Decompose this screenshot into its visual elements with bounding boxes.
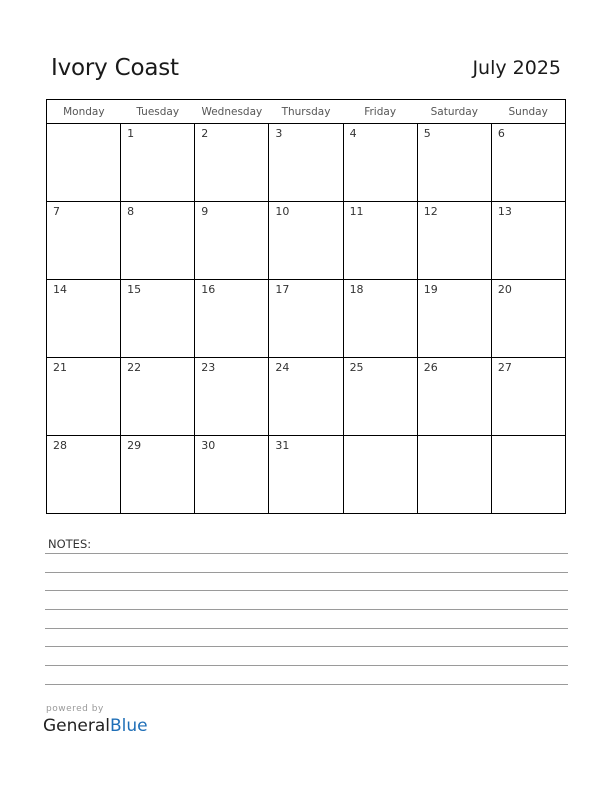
day-cell	[491, 124, 565, 202]
calendar-grid	[46, 99, 566, 514]
day-number: 20	[497, 283, 512, 296]
day-cell	[195, 124, 269, 202]
day-cell	[47, 202, 121, 280]
day-cell	[121, 202, 195, 280]
day-cell	[343, 436, 417, 514]
day-cell	[491, 280, 565, 358]
notes-line	[45, 553, 568, 554]
day-number: 4	[349, 127, 357, 140]
week-row	[47, 280, 566, 358]
day-number: 28	[53, 439, 67, 452]
day-number: 14	[53, 283, 67, 296]
week-row	[47, 202, 566, 280]
calendar-country-title: Ivory Coast	[51, 55, 179, 81]
notes-line	[45, 646, 568, 647]
notes-line	[45, 609, 568, 610]
week-row	[47, 358, 566, 436]
day-number: 8	[127, 205, 135, 218]
day-number: 27	[497, 361, 512, 374]
day-number: 22	[127, 361, 142, 374]
weekday-header: Monday	[47, 100, 121, 124]
day-cell	[343, 124, 417, 202]
day-number: 30	[201, 439, 216, 452]
calendar-month-title: July 2025	[472, 57, 561, 79]
notes-label: NOTES:	[48, 537, 92, 551]
day-cell	[269, 124, 343, 202]
weekday-header: Sunday	[491, 100, 565, 124]
day-cell	[195, 436, 269, 514]
day-cell	[491, 436, 565, 514]
weekday-header: Saturday	[417, 100, 491, 124]
day-number: 2	[201, 127, 209, 140]
notes-line	[45, 572, 568, 573]
day-number: 7	[53, 205, 60, 218]
day-number: 9	[201, 205, 209, 218]
day-number: 11	[349, 205, 364, 218]
day-cell	[121, 280, 195, 358]
day-number: 26	[423, 361, 438, 374]
day-number: 17	[275, 283, 290, 296]
weekday-header: Friday	[343, 100, 417, 124]
week-row	[47, 436, 566, 514]
brand-general: General	[43, 716, 110, 736]
day-cell	[343, 202, 417, 280]
weekday-header: Tuesday	[121, 100, 195, 124]
day-cell	[343, 358, 417, 436]
week-row	[47, 124, 566, 202]
day-cell	[269, 436, 343, 514]
day-number: 5	[423, 127, 431, 140]
powered-by-text: powered by	[46, 704, 104, 714]
day-cell	[417, 358, 491, 436]
day-cell	[417, 124, 491, 202]
day-number: 24	[275, 361, 290, 374]
notes-line	[45, 684, 568, 685]
day-cell	[269, 280, 343, 358]
day-number: 3	[275, 127, 283, 140]
day-number: 21	[53, 361, 67, 374]
day-cell	[121, 358, 195, 436]
day-cell	[47, 436, 121, 514]
notes-line	[45, 628, 568, 629]
day-cell	[195, 202, 269, 280]
day-number: 13	[497, 205, 512, 218]
notes-line	[45, 590, 568, 591]
day-cell	[417, 280, 491, 358]
notes-line	[45, 665, 568, 666]
day-cell	[121, 436, 195, 514]
day-cell	[195, 358, 269, 436]
weekday-header: Thursday	[269, 100, 343, 124]
day-cell	[195, 280, 269, 358]
day-number: 12	[423, 205, 438, 218]
day-cell	[343, 280, 417, 358]
day-number: 6	[497, 127, 505, 140]
day-number: 23	[201, 361, 216, 374]
day-cell	[47, 358, 121, 436]
day-cell	[269, 358, 343, 436]
day-number: 18	[349, 283, 364, 296]
day-cell	[417, 436, 491, 514]
weekday-header: Wednesday	[195, 100, 269, 124]
day-number: 10	[275, 205, 290, 218]
brand-blue: Blue	[110, 716, 148, 736]
generalblue-logo	[43, 716, 148, 736]
day-cell	[121, 124, 195, 202]
day-number: 31	[275, 439, 290, 452]
weekday-header-row	[47, 100, 566, 124]
day-number: 25	[349, 361, 364, 374]
day-number: 1	[127, 127, 135, 140]
day-cell	[47, 124, 121, 202]
day-number: 16	[201, 283, 216, 296]
day-number: 15	[127, 283, 142, 296]
day-cell	[417, 202, 491, 280]
day-cell	[491, 358, 565, 436]
day-number: 29	[127, 439, 142, 452]
day-cell	[47, 280, 121, 358]
day-cell	[269, 202, 343, 280]
day-number: 19	[423, 283, 438, 296]
day-cell	[491, 202, 565, 280]
